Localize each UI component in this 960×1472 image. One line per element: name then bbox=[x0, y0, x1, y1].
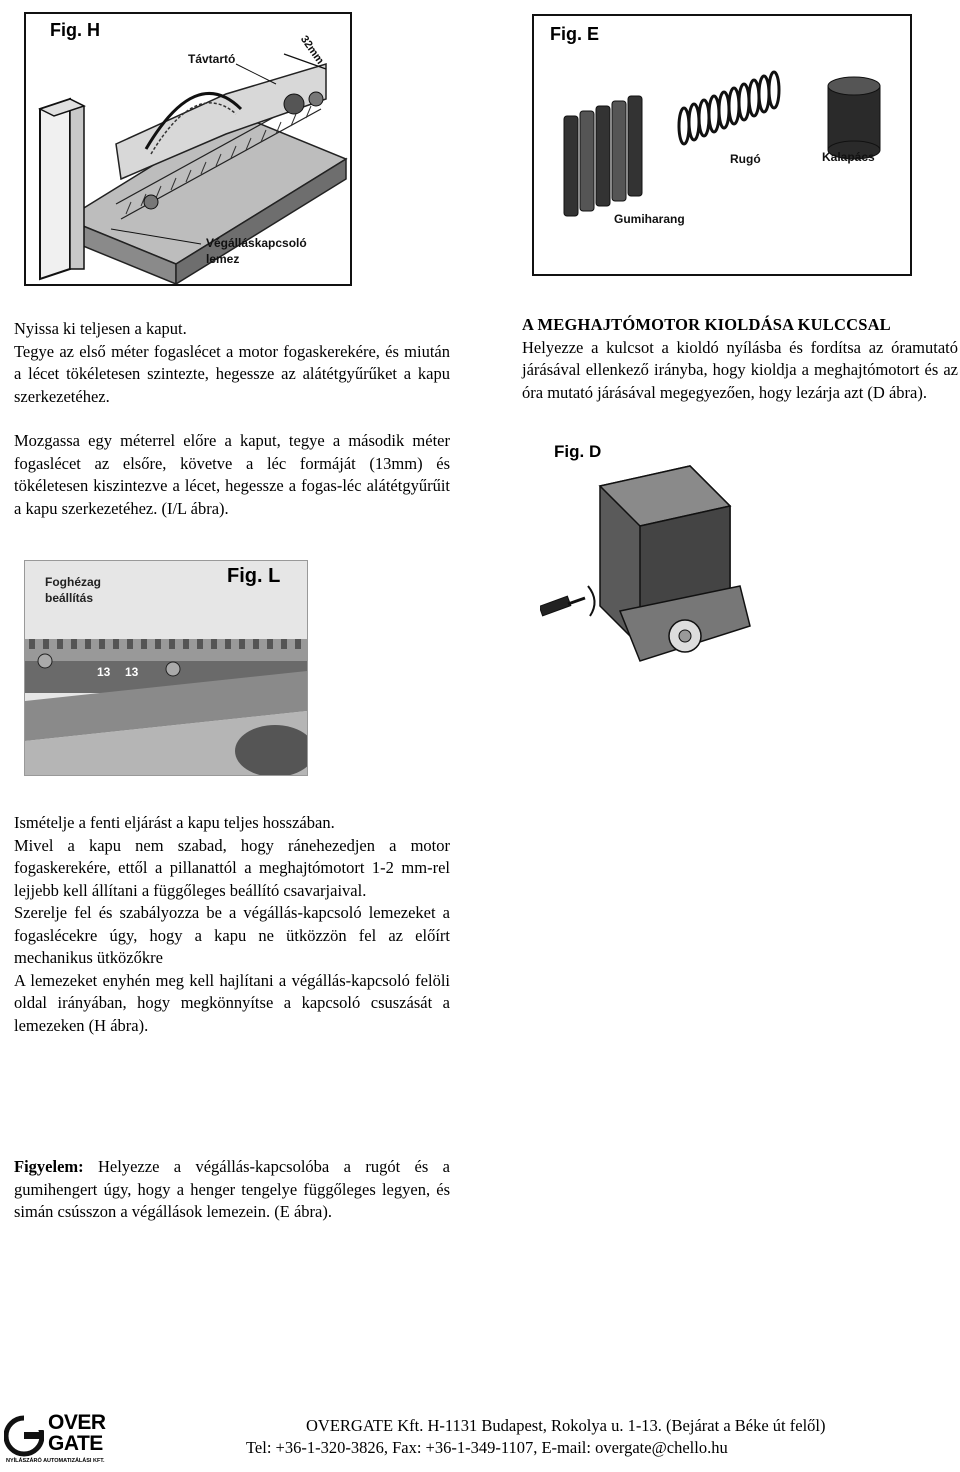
figure-l-label-1: Foghézag bbox=[45, 575, 101, 589]
figure-l-dim-b: 13 bbox=[125, 665, 139, 679]
release-heading: A MEGHAJTÓMOTOR KIOLDÁSA KULCCSAL bbox=[522, 315, 891, 334]
figure-l bbox=[24, 560, 308, 776]
figure-h-spacer-label: Távtartó bbox=[188, 52, 236, 66]
figure-d-drawing bbox=[540, 436, 770, 682]
figure-h-dimension-label: 32mm bbox=[297, 33, 326, 67]
lower-text-block bbox=[14, 812, 450, 1037]
figure-h-plate-label-1: Végálláskapcsoló bbox=[206, 236, 307, 250]
figure-l-title: Fig. L bbox=[227, 565, 281, 587]
warning-text: Helyezze a végállás-kapcsolóba a rugót és a gumihengert úgy, hogy a henger tengelye függőleges legyen, és simán csússzon a végállások lemezein. (E ábra). bbox=[14, 1157, 450, 1221]
release-text: Helyezze a kulcsot a kioldó nyílásba és fordítsa az óramutató járásával ellenkező irányba, hogy kioldja a meghajtómotort és az óra mutató járásával megegyezően, hogy lezárja azt (D ábra). bbox=[522, 337, 958, 402]
limit-switch-plates-text: Szerelje fel és szabályozza be a végállás-kapcsoló lemezeket a fogaslécekre úgy, hogy a kapu ne ütközzön fel az előírt mechanikus ütközőkre bbox=[14, 903, 450, 967]
figure-e-hammer-label: Kalapács bbox=[822, 150, 875, 164]
logo-emblem-icon bbox=[4, 1414, 44, 1458]
figure-h-plate-label-2: lemez bbox=[206, 252, 240, 266]
figure-l-label-2: beállítás bbox=[45, 591, 94, 605]
logo-text-1: OVER bbox=[48, 1411, 106, 1434]
figure-l-dim-a: 13 bbox=[97, 665, 111, 679]
left-column-text bbox=[14, 318, 450, 520]
footer-contact: Tel: +36-1-320-3826, Fax: +36-1-349-1107, E-mail: overgate@chello.hu bbox=[246, 1438, 728, 1457]
warning-label: Figyelem: bbox=[14, 1157, 84, 1176]
figure-e bbox=[532, 14, 912, 276]
warning-note bbox=[14, 1156, 450, 1224]
figure-h-title: Fig. H bbox=[50, 20, 100, 40]
figure-e-title: Fig. E bbox=[550, 24, 599, 44]
figure-e-drawing bbox=[534, 16, 910, 274]
install-step-2-text: Mozgassa egy méterrel előre a kaput, tegye a második méter fogaslécet az elsőre, követve a léc formáját (13mm) és tökéletesen kiszintezve a lécet, hegessze a fogas-léc alátétgyűrűit a kapu szerkezetéhez. (I/L ábra). bbox=[14, 431, 450, 518]
logo-text-2: GATE bbox=[48, 1432, 103, 1455]
company-logo bbox=[4, 1412, 134, 1468]
figure-d-title: Fig. D bbox=[554, 442, 602, 461]
install-step-1-text: Tegye az első méter fogaslécet a motor fogaskerekére, és miután a lécet tökéletesen szintezte, hegessze az alátétgyűrűket a kapu szerkezetéhez. bbox=[14, 341, 450, 406]
logo-subtitle: NYÍLÁSZÁRÓ AUTOMATIZÁLÁSI KFT. bbox=[6, 1458, 105, 1464]
figure-e-spring-label: Rugó bbox=[730, 152, 761, 166]
footer-address: OVERGATE Kft. H-1131 Budapest, Rokolya u. 1-13. (Bejárat a Béke út felől) bbox=[306, 1416, 826, 1435]
right-column-text bbox=[522, 314, 958, 404]
install-step-1-line: Nyissa ki teljesen a kaput. bbox=[14, 319, 187, 338]
figure-d bbox=[540, 436, 770, 682]
figure-e-bellows-label: Gumiharang bbox=[614, 212, 685, 226]
motor-lowering-text: Mivel a kapu nem szabad, hogy ránehezedjen a motor fogaskerekére, ettől a pillanattól a meghajtómotort 1-2 mm-rel lejjebb kell állítani a függőleges beállító csavarjaival. bbox=[14, 835, 450, 900]
plate-bending-text: A lemezeket enyhén meg kell hajlítani a végállás-kapcsoló felöli oldal irányában, hogy megkönnyítse a kapcsoló csuszását a lemezeken (H ábra). bbox=[14, 970, 450, 1035]
figure-h bbox=[24, 12, 352, 286]
repeat-instruction: Ismételje a fenti eljárást a kapu teljes hosszában. bbox=[14, 813, 335, 832]
